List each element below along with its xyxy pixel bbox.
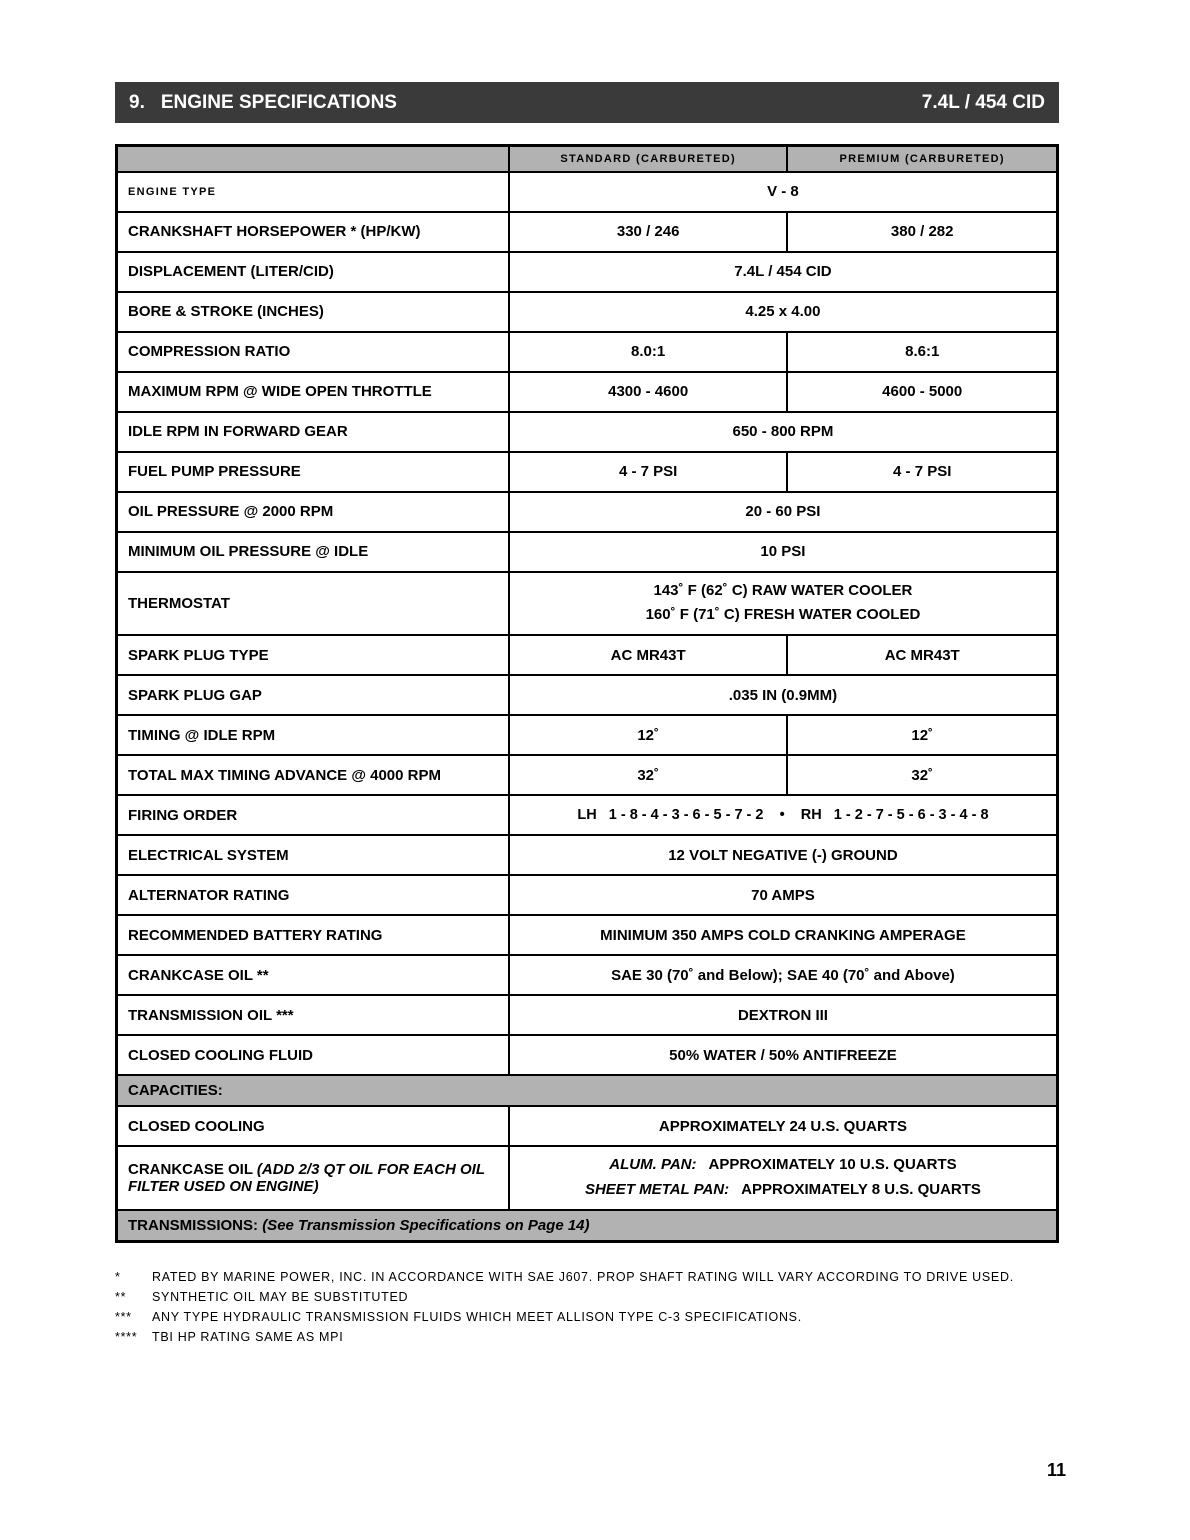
row-crankcase-oil — [117, 955, 1058, 995]
spec-value: 4.25 x 4.00 — [509, 292, 1058, 332]
row-capacities-header — [117, 1075, 1058, 1106]
row-thermostat — [117, 572, 1058, 636]
spec-value: SAE 30 (70˚ and Below); SAE 40 (70˚ and Above) — [509, 955, 1058, 995]
spec-label: SPARK PLUG TYPE — [117, 635, 509, 675]
footnote-marker: *** — [115, 1309, 132, 1324]
row-firing-order — [117, 795, 1058, 835]
section-title: ENGINE SPECIFICATIONS — [160, 91, 397, 113]
row-oil-pressure-2000 — [117, 492, 1058, 532]
row-closed-cooling-capacity — [117, 1106, 1058, 1146]
footnote-text: RATED BY MARINE POWER, INC. IN ACCORDANCE WITH SAE J607. PROP SHAFT RATING WILL VARY ACCORDING TO DRIVE USED. — [152, 1269, 1014, 1284]
spec-label: IDLE RPM IN FORWARD GEAR — [117, 412, 509, 452]
spec-value-standard: 330 / 246 — [509, 212, 788, 252]
row-spark-plug-type — [117, 635, 1058, 675]
spec-label: FUEL PUMP PRESSURE — [117, 452, 509, 492]
spec-label: MINIMUM OIL PRESSURE @ IDLE — [117, 532, 509, 572]
spec-value: 650 - 800 RPM — [509, 412, 1058, 452]
row-closed-cooling-fluid — [117, 1035, 1058, 1075]
spec-label: ELECTRICAL SYSTEM — [117, 835, 509, 875]
spec-label — [117, 1146, 509, 1210]
spec-value: 20 - 60 PSI — [509, 492, 1058, 532]
column-header-standard: STANDARD (CARBURETED) — [509, 146, 788, 172]
spec-label: FIRING ORDER — [117, 795, 509, 835]
footnote-4 — [115, 1327, 1059, 1347]
row-minimum-oil-pressure — [117, 532, 1058, 572]
section-header-bar — [115, 82, 1059, 123]
row-crankshaft-horsepower — [117, 212, 1058, 252]
row-spark-plug-gap — [117, 675, 1058, 715]
thermostat-line-2: 160˚ F (71˚ C) FRESH WATER COOLED — [645, 606, 921, 624]
row-idle-rpm — [117, 412, 1058, 452]
page-number: 11 — [1046, 1460, 1066, 1480]
section-heading — [129, 92, 397, 114]
row-maximum-rpm — [117, 372, 1058, 412]
transmissions-note: (See Transmission Specifications on Page 14) — [262, 1216, 590, 1234]
spec-label: RECOMMENDED BATTERY RATING — [117, 915, 509, 955]
footnote-text: TBI HP RATING SAME AS MPI — [152, 1329, 344, 1344]
spec-value: .035 IN (0.9MM) — [509, 675, 1058, 715]
spec-label: ENGINE TYPE — [117, 172, 509, 212]
spec-value: 70 AMPS — [509, 875, 1058, 915]
spec-value-standard: 32˚ — [509, 755, 788, 795]
row-crankcase-oil-capacity — [117, 1146, 1058, 1210]
spec-value-standard: AC MR43T — [509, 635, 788, 675]
transmissions-label: TRANSMISSIONS: — [128, 1216, 259, 1234]
footnote-text: ANY TYPE HYDRAULIC TRANSMISSION FLUIDS WHICH MEET ALLISON TYPE C-3 SPECIFICATIONS. — [152, 1309, 802, 1324]
row-displacement — [117, 252, 1058, 292]
row-transmission-oil — [117, 995, 1058, 1035]
row-electrical-system — [117, 835, 1058, 875]
spec-label: CLOSED COOLING — [117, 1106, 509, 1146]
footnote-3 — [115, 1307, 1059, 1327]
spec-label: TIMING @ IDLE RPM — [117, 715, 509, 755]
spec-label: COMPRESSION RATIO — [117, 332, 509, 372]
crankcase-capacity-label: CRANKCASE OIL — [128, 1160, 253, 1178]
spec-label: BORE & STROKE (INCHES) — [117, 292, 509, 332]
footnote-1 — [115, 1267, 1059, 1287]
crankcase-capacity-label-note: (ADD 2/3 QT OIL FOR EACH OIL FILTER USED ON ENGINE) — [128, 1160, 485, 1195]
spec-value-premium: 32˚ — [787, 755, 1057, 795]
sheet-metal-pan-label: SHEET METAL PAN: — [584, 1180, 730, 1198]
spec-label: CRANKSHAFT HORSEPOWER * (HP/KW) — [117, 212, 509, 252]
row-column-headers — [117, 146, 1058, 172]
spec-value — [509, 572, 1058, 636]
spec-label: OIL PRESSURE @ 2000 RPM — [117, 492, 509, 532]
footnotes — [115, 1267, 1059, 1347]
spec-value-premium: 8.6:1 — [787, 332, 1057, 372]
spec-value: 10 PSI — [509, 532, 1058, 572]
row-timing-idle — [117, 715, 1058, 755]
spec-value-premium: 380 / 282 — [787, 212, 1057, 252]
row-total-max-timing-advance — [117, 755, 1058, 795]
spec-label: TRANSMISSION OIL *** — [117, 995, 509, 1035]
thermostat-line-1: 143˚ F (62˚ C) RAW WATER COOLER — [653, 581, 913, 599]
alum-pan-value: APPROXIMATELY 10 U.S. QUARTS — [708, 1156, 957, 1173]
spec-value: 7.4L / 454 CID — [509, 252, 1058, 292]
column-header-premium: PREMIUM (CARBURETED) — [787, 146, 1057, 172]
spec-value-standard: 4300 - 4600 — [509, 372, 788, 412]
footnote-marker: * — [115, 1269, 121, 1284]
spec-value-standard: 8.0:1 — [509, 332, 788, 372]
section-row-label — [117, 1210, 1058, 1242]
spec-value: DEXTRON III — [509, 995, 1058, 1035]
crankcase-capacity-line-2 — [514, 1178, 1052, 1203]
corner-cell — [117, 146, 509, 172]
spec-value — [509, 1146, 1058, 1210]
footnote-marker: **** — [115, 1329, 138, 1344]
row-compression-ratio — [117, 332, 1058, 372]
spec-value: LH 1 - 8 - 4 - 3 - 6 - 5 - 7 - 2 • RH 1 - 2 - 7 - 5 - 6 - 3 - 4 - 8 — [509, 795, 1058, 835]
engine-specifications-table — [115, 144, 1059, 1243]
spec-label: ALTERNATOR RATING — [117, 875, 509, 915]
spec-value: 12 VOLT NEGATIVE (-) GROUND — [509, 835, 1058, 875]
footnote-2 — [115, 1287, 1059, 1307]
spec-label: SPARK PLUG GAP — [117, 675, 509, 715]
spec-label: DISPLACEMENT (LITER/CID) — [117, 252, 509, 292]
row-recommended-battery — [117, 915, 1058, 955]
footnote-marker: ** — [115, 1289, 127, 1304]
spec-label: TOTAL MAX TIMING ADVANCE @ 4000 RPM — [117, 755, 509, 795]
spec-value: V - 8 — [509, 172, 1058, 212]
spec-label: CRANKCASE OIL ** — [117, 955, 509, 995]
engine-model-label: 7.4L / 454 CID — [921, 91, 1045, 113]
spec-value-premium: 4 - 7 PSI — [787, 452, 1057, 492]
row-transmissions-header — [117, 1210, 1058, 1242]
spec-value: 50% WATER / 50% ANTIFREEZE — [509, 1035, 1058, 1075]
row-engine-type — [117, 172, 1058, 212]
crankcase-capacity-line-1 — [514, 1153, 1052, 1178]
row-alternator-rating — [117, 875, 1058, 915]
spec-value-premium: 12˚ — [787, 715, 1057, 755]
spec-label: THERMOSTAT — [117, 572, 509, 636]
spec-label: MAXIMUM RPM @ WIDE OPEN THROTTLE — [117, 372, 509, 412]
section-number: 9. — [129, 91, 145, 113]
spec-value-premium: AC MR43T — [787, 635, 1057, 675]
spec-value: APPROXIMATELY 24 U.S. QUARTS — [509, 1106, 1058, 1146]
footnote-text: SYNTHETIC OIL MAY BE SUBSTITUTED — [152, 1289, 409, 1304]
document-page — [115, 82, 1059, 1347]
row-bore-stroke — [117, 292, 1058, 332]
section-row-label: CAPACITIES: — [117, 1075, 1058, 1106]
spec-label: CLOSED COOLING FLUID — [117, 1035, 509, 1075]
spec-value-standard: 4 - 7 PSI — [509, 452, 788, 492]
sheet-metal-pan-value: APPROXIMATELY 8 U.S. QUARTS — [741, 1180, 981, 1198]
spec-value-premium: 4600 - 5000 — [787, 372, 1057, 412]
row-fuel-pump-pressure — [117, 452, 1058, 492]
spec-value-standard: 12˚ — [509, 715, 788, 755]
spec-value: MINIMUM 350 AMPS COLD CRANKING AMPERAGE — [509, 915, 1058, 955]
alum-pan-label: ALUM. PAN: — [609, 1156, 697, 1173]
